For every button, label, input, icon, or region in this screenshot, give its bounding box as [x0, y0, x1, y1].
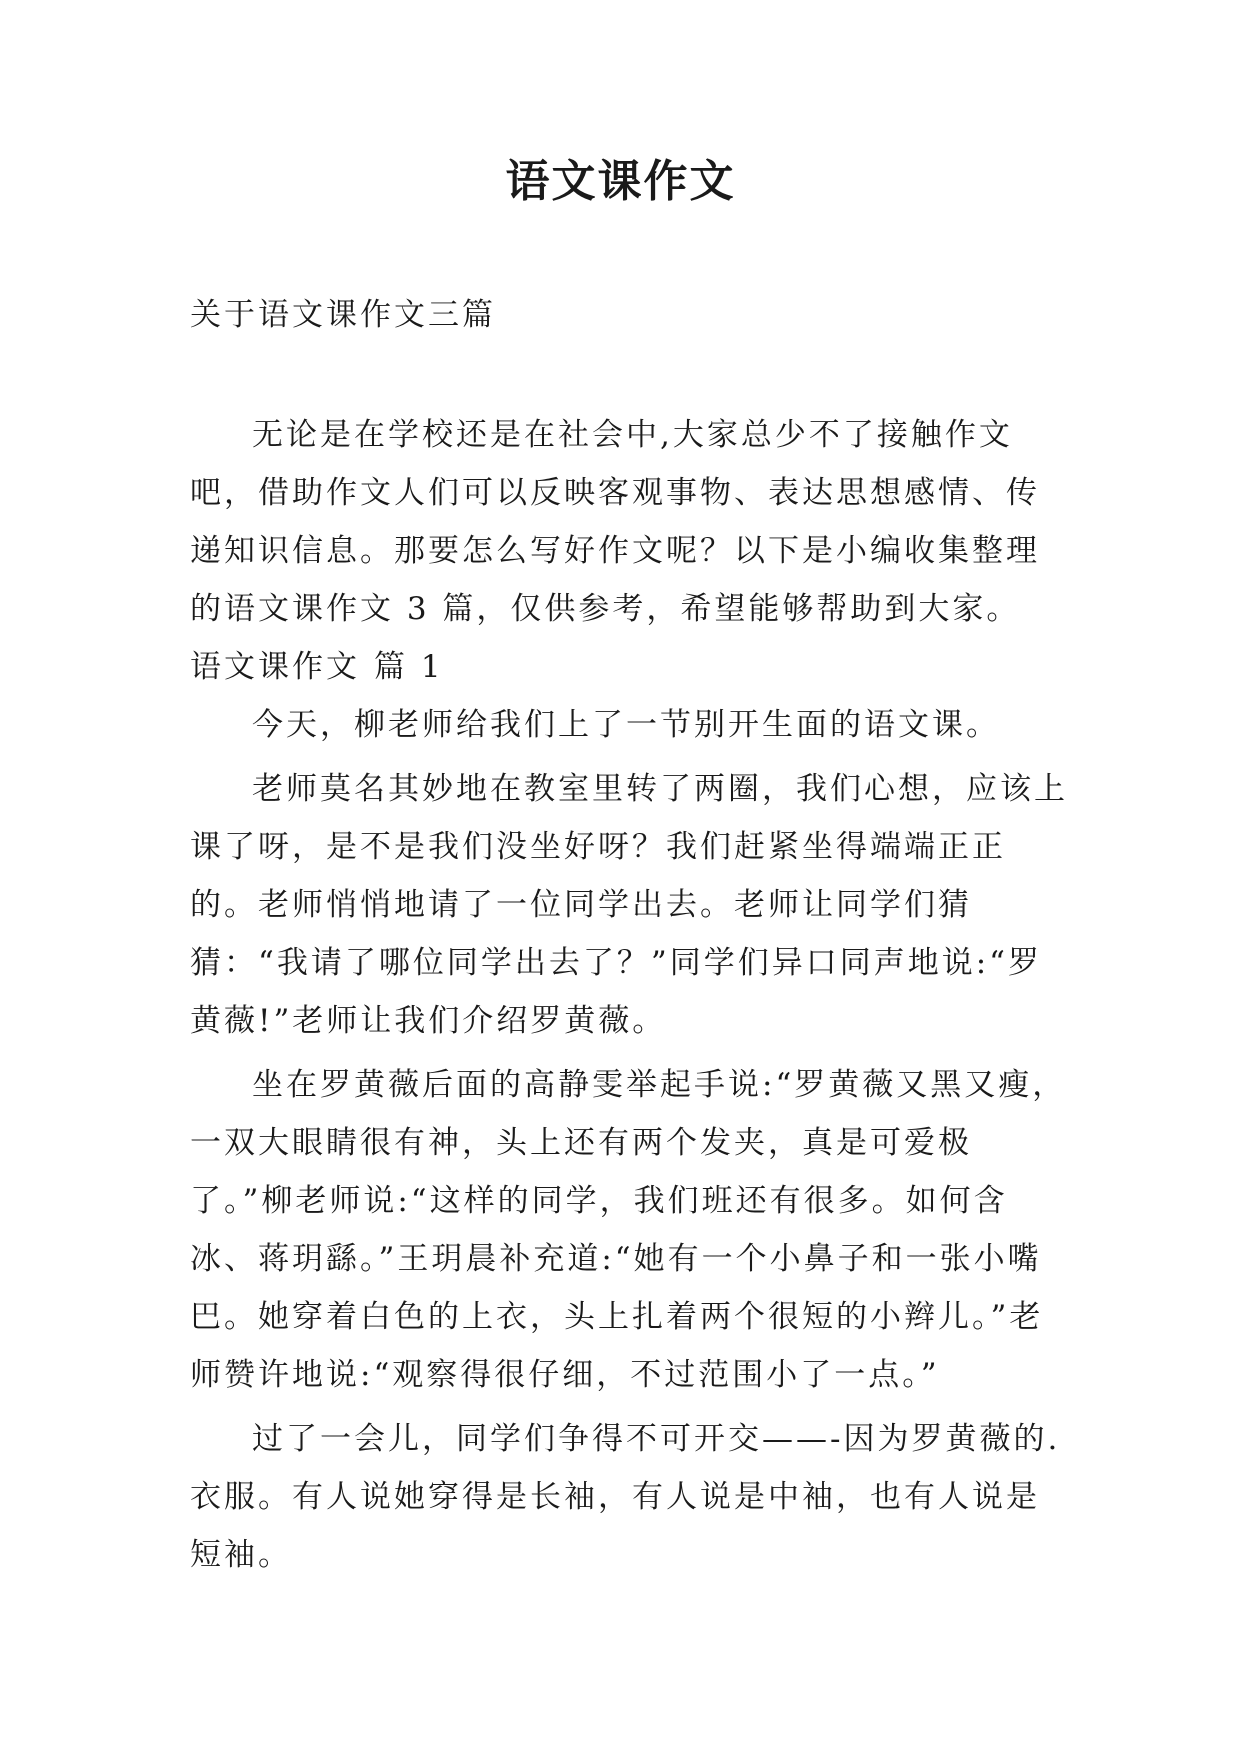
document-body	[190, 290, 1070, 1584]
section-heading-number: 篇 1	[374, 649, 444, 685]
body-paragraph: 坐在罗黄薇后面的高静雯举起手说:“罗黄薇又黑又瘦，一双大眼睛很有神，头上还有两个发夹，真是可爱极了。”柳老师说:“这样的同学，我们班还有很多。如何含冰、蒋玥繇。”王玥晨补充道:“她有一个小鼻子和一张小嘴巴。她穿着白色的上衣，头上扎着两个很短的小辫儿。”老师赞许地说:“观察得很仔细，不过范围小了一点。”	[190, 1067, 1067, 1393]
intro-paragraph: 无论是在学校还是在社会中,大家总少不了接触作文吧，借助作文人们可以反映客观事物、表达思想感情、传递知识信息。那要怎么写好作文呢？以下是小编收集整理的语文课作文 3 篇，仅供参考，希望能够帮助到大家。	[190, 417, 1040, 627]
document-subtitle: 关于语文课作文三篇	[190, 297, 496, 333]
section-heading	[190, 638, 1070, 696]
body-paragraph: 老师莫名其妙地在教室里转了两圈，我们心想，应该上课了呀，是不是我们没坐好呀？我们赶紧坐得端端正正的。老师悄悄地请了一位同学出去。老师让同学们猜猜：“我请了哪位同学出去了？”同学们异口同声地说:“罗黄薇!”老师让我们介绍罗黄薇。	[190, 771, 1068, 1039]
body-paragraph: 今天，柳老师给我们上了一节别开生面的语文课。	[252, 707, 1000, 743]
page-title: 语文课作文	[505, 156, 736, 207]
body-paragraph: 过了一会儿，同学们争得不可开交——-因为罗黄薇的.衣服。有人说她穿得是长袖，有人说是中袖，也有人说是短袖。	[190, 1421, 1061, 1573]
section-heading-label: 语文课作文	[190, 649, 360, 685]
